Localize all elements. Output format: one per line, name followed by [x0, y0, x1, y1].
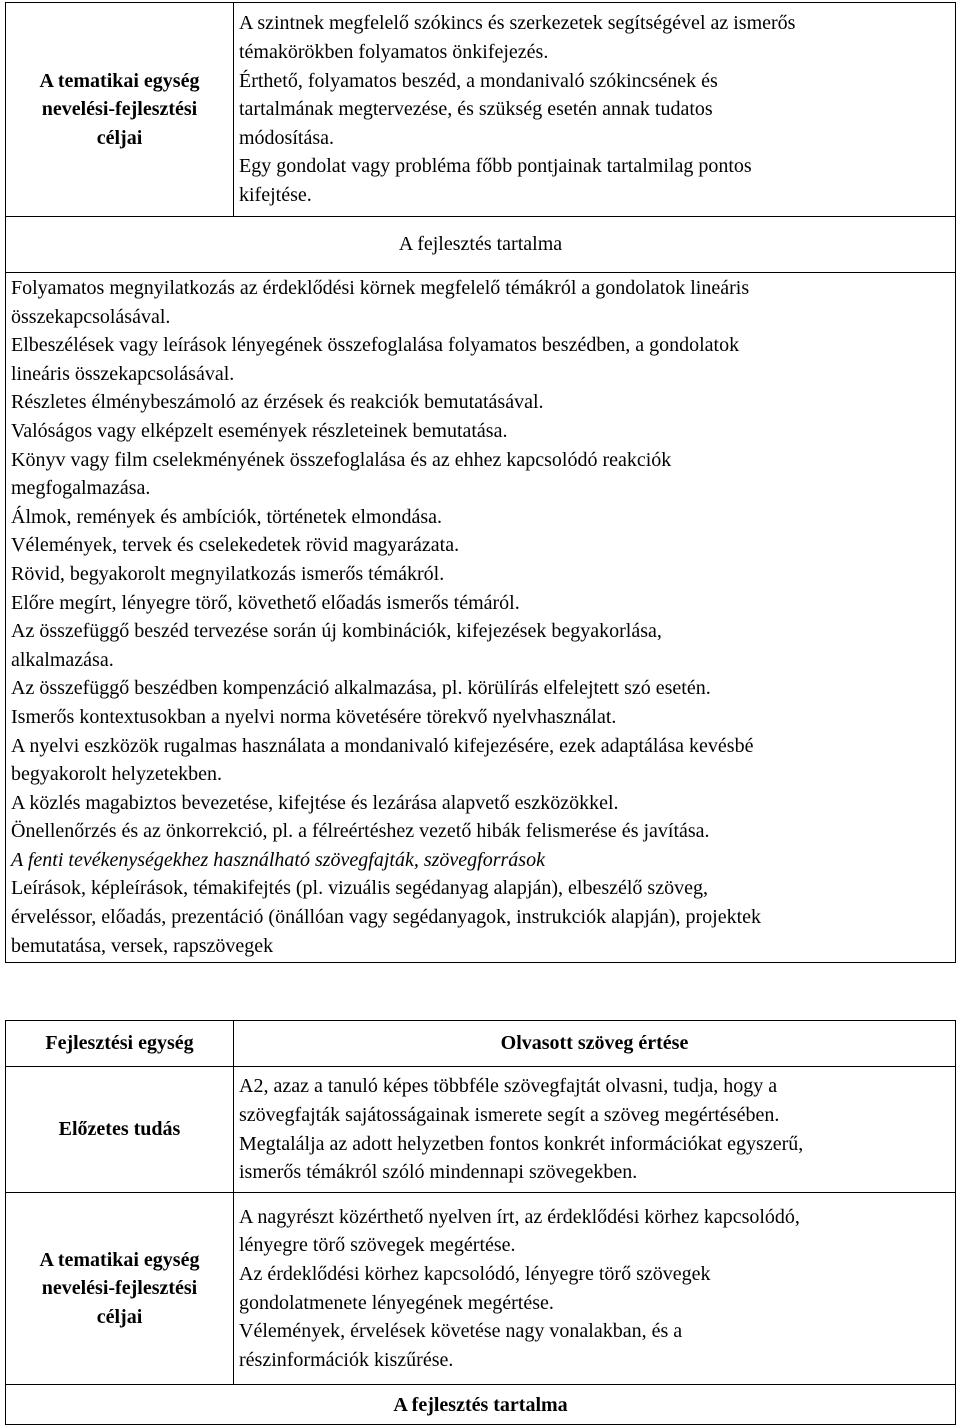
content-line: Elbeszélések vagy leírások lényegének összefoglalása folyamatos beszédben, a gondolatok [11, 334, 740, 357]
content-line: Álmok, remények és ambíciók, történetek elmondása. [11, 505, 442, 528]
goal-line: gondolatmenete lényegének megértése. [239, 1291, 554, 1314]
content-line: Ismerős kontextusokban a nyelvi norma követésére törekvő nyelvhasználat. [11, 705, 617, 728]
label-line: nevelési-fejlesztési [41, 98, 198, 121]
goal-line: részinformációk kiszűrése. [239, 1348, 454, 1371]
content-line: megfogalmazása. [11, 477, 151, 500]
goal-line: Egy gondolat vagy probléma főbb pontjainak tartalmilag pontos [239, 155, 752, 178]
prior-label-cell [6, 1067, 234, 1193]
goal-line: A nagyrészt közérthető nyelven írt, az érdeklődési körhez kapcsolódó, [239, 1205, 800, 1228]
label-line: céljai [96, 1305, 143, 1328]
unit-title-cell [234, 1021, 956, 1067]
content-cell [6, 273, 956, 963]
label-line: A tematikai egység [39, 1248, 200, 1271]
content-heading-cell [6, 217, 956, 273]
goals-label-cell [6, 1193, 234, 1385]
content-line: Az összefüggő beszédben kompenzáció alkalmazása, pl. körülírás elfelejtett szó esetén. [11, 677, 711, 700]
content-line: Folyamatos megnyilatkozás az érdeklődési körnek megfelelő témákról a gondolatok lineáris [11, 277, 750, 299]
content-line: Előre megírt, lényegre törő, követhető előadás ismerős témáról. [11, 591, 520, 614]
text-types-line: érveléssor, előadás, prezentáció (önállóan vagy segédanyagok, instrukciók alapján), projektek [11, 906, 762, 929]
content-heading-cell-2 [6, 1385, 956, 1425]
goal-line: A szintnek megfelelő szókincs és szerkezetek segítségével az ismerős [239, 12, 796, 35]
content-line: Könyv vagy film cselekményének összefoglalása és az ehhez kapcsolódó reakciók [11, 448, 672, 471]
text-types-heading: A fenti tevékenységekhez használható szövegfajták, szövegforrások [11, 848, 545, 871]
label-line: A tematikai egység [39, 69, 200, 92]
goal-line: lényegre törő szövegek megértése. [239, 1234, 516, 1257]
content-heading: A fejlesztés tartalma [398, 233, 563, 256]
prior-label: Előzetes tudás [58, 1118, 181, 1141]
prior-line: A2, azaz a tanuló képes többféle szövegfajtát olvasni, tudja, hogy a [239, 1075, 778, 1098]
table-development-goals [5, 2, 956, 963]
content-line: alkalmazása. [11, 648, 114, 671]
content-line: A közlés magabiztos bevezetése, kifejtése és lezárása alapvető eszközökkel. [11, 791, 619, 814]
prior-line: Megtalálja az adott helyzetben fontos konkrét információkat egyszerű, [239, 1132, 804, 1155]
prior-line: szövegfajták sajátosságainak ismerete segít a szöveg megértésében. [239, 1103, 780, 1126]
goal-line: témakörökben folyamatos önkifejezés. [239, 41, 549, 64]
goals-cell [234, 3, 956, 217]
unit-label-cell [6, 1021, 234, 1067]
unit-title: Olvasott szöveg értése [500, 1032, 689, 1055]
content-line: Részletes élménybeszámoló az érzések és reakciók bemutatásával. [11, 391, 544, 414]
goal-line: Érthető, folyamatos beszéd, a mondanivaló szókincsének és [239, 69, 718, 92]
goal-line: módosítása. [239, 126, 334, 149]
label-line: céljai [96, 126, 143, 149]
goal-line: tartalmának megtervezése, és szükség esetén annak tudatos [239, 98, 713, 121]
text-types-line: Leírások, képleírások, témakifejtés (pl. vizuális segédanyag alapján), elbeszélő szöveg, [11, 877, 708, 900]
content-line: Valóságos vagy elképzelt események részleteinek bemutatása. [11, 419, 508, 442]
content-line: Önellenőrzés és az önkorrekció, pl. a félreértéshez vezető hibák felismerése és javítása. [11, 820, 710, 843]
content-line: A nyelvi eszközök rugalmas használata a mondanivaló kifejezésére, ezek adaptálása kevésbé [11, 734, 754, 757]
content-line: összekapcsolásával. [11, 305, 171, 328]
text-types-line: bemutatása, versek, rapszövegek [11, 934, 274, 957]
content-line: begyakorolt helyzetekben. [11, 763, 223, 786]
goals-cell-2 [234, 1193, 956, 1385]
prior-cell [234, 1067, 956, 1193]
unit-label: Fejlesztési egység [45, 1032, 194, 1055]
goal-line: kifejtése. [239, 183, 312, 206]
goal-line: Vélemények, érvelések követése nagy vonalakban, és a [239, 1320, 683, 1343]
content-line: Az összefüggő beszéd tervezése során új kombinációk, kifejezések begyakorlása, [11, 620, 662, 643]
label-cell-goals [6, 3, 234, 217]
goal-line: Az érdeklődési körhez kapcsolódó, lényegre törő szövegek [239, 1262, 711, 1285]
content-line: Rövid, begyakorolt megnyilatkozás ismerős témákról. [11, 562, 445, 585]
table-reading-comprehension [5, 1020, 956, 1425]
label-line: nevelési-fejlesztési [41, 1277, 198, 1300]
prior-line: ismerős témákról szóló mindennapi szövegekben. [239, 1161, 638, 1184]
content-line: lineáris összekapcsolásával. [11, 362, 235, 385]
content-line: Vélemények, tervek és cselekedetek rövid magyarázata. [11, 534, 460, 557]
content-heading: A fejlesztés tartalma [393, 1394, 568, 1416]
